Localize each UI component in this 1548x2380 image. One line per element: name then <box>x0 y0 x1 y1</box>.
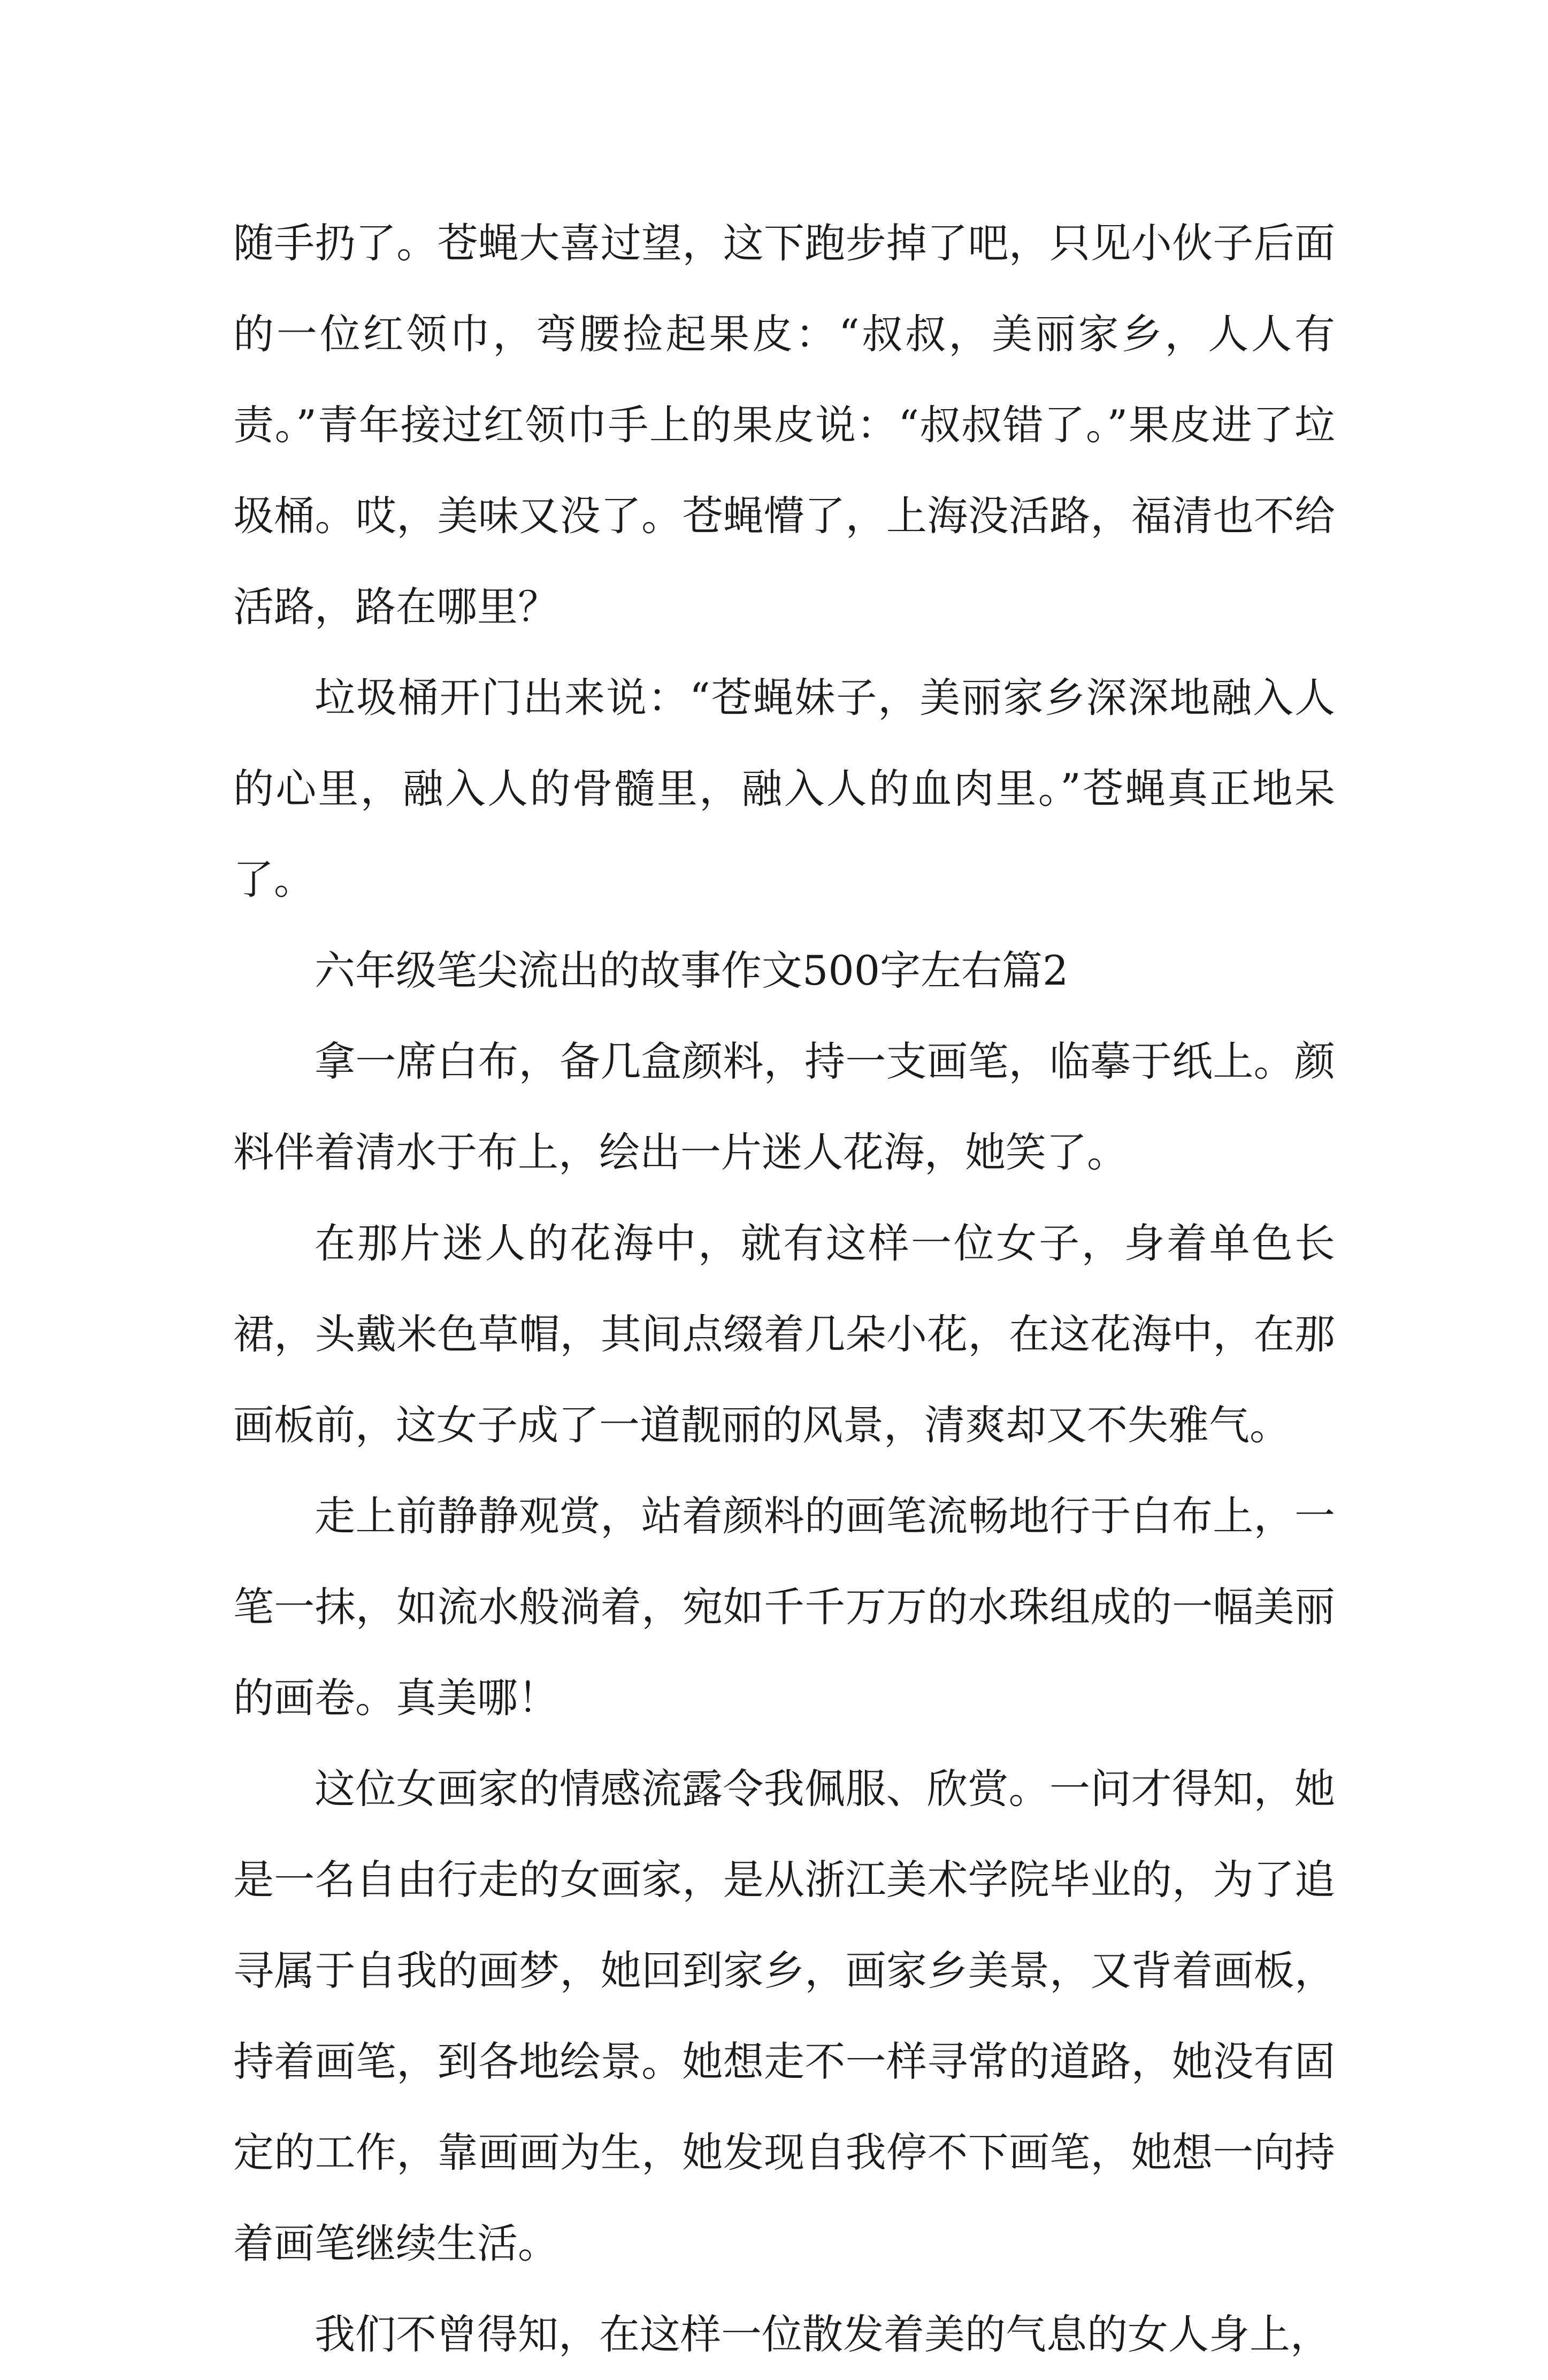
paragraph-7: 我们不曾得知，在这样一位散发着美的气息的女人身上， <box>315 2310 1331 2358</box>
paragraph-5: 走上前静静观赏，站着颜料的画笔流畅地行于白布上，一笔一抹，如流水般淌着，宛如千千万万的水珠组成的一幅美丽的画卷。真美哪！ <box>233 1492 1335 1722</box>
paragraph-6: 这位女画家的情感流露令我佩服、欣赏。一问才得知，她是一名自由行走的女画家，是从浙江美术学院毕业的，为了追寻属于自我的画梦，她回到家乡，画家乡美景，又背着画板，持着画笔，到各地绘景。她想走不一样寻常的道路，她没有固定的工作，靠画画为生，她发现自我停不下画笔，她想一向持着画笔继续生活。 <box>233 1765 1335 2267</box>
paragraph-2: 垃圾桶开门出来说：“苍蝇妹子，美丽家乡深深地融入人的心里，融入人的骨髓里，融入人的血肉里。”苍蝇真正地呆了。 <box>233 674 1335 903</box>
document-body <box>233 198 1335 2380</box>
paragraph-4: 在那片迷人的花海中，就有这样一位女子，身着单色长裙，头戴米色草帽，其间点缀着几朵小花，在这花海中，在那画板前，这女子成了一道靓丽的风景，清爽却又不失雅气。 <box>233 1219 1335 1449</box>
paragraph-1: 随手扔了。苍蝇大喜过望，这下跑步掉了吧，只见小伙子后面的一位红领巾，弯腰捡起果皮：“叔叔，美丽家乡，人人有责。”青年接过红领巾手上的果皮说：“叔叔错了。”果皮进了垃圾桶。哎，美味又没了。苍蝇懵了，上海没活路，福清也不给活路，路在哪里？ <box>233 219 1335 631</box>
section-heading: 六年级笔尖流出的故事作文500字左右篇2 <box>315 947 1069 994</box>
paragraph-3: 拿一席白布，备几盒颜料，持一支画笔，临摹于纸上。颜料伴着清水于布上，绘出一片迷人花海，她笑了。 <box>233 1038 1335 1176</box>
